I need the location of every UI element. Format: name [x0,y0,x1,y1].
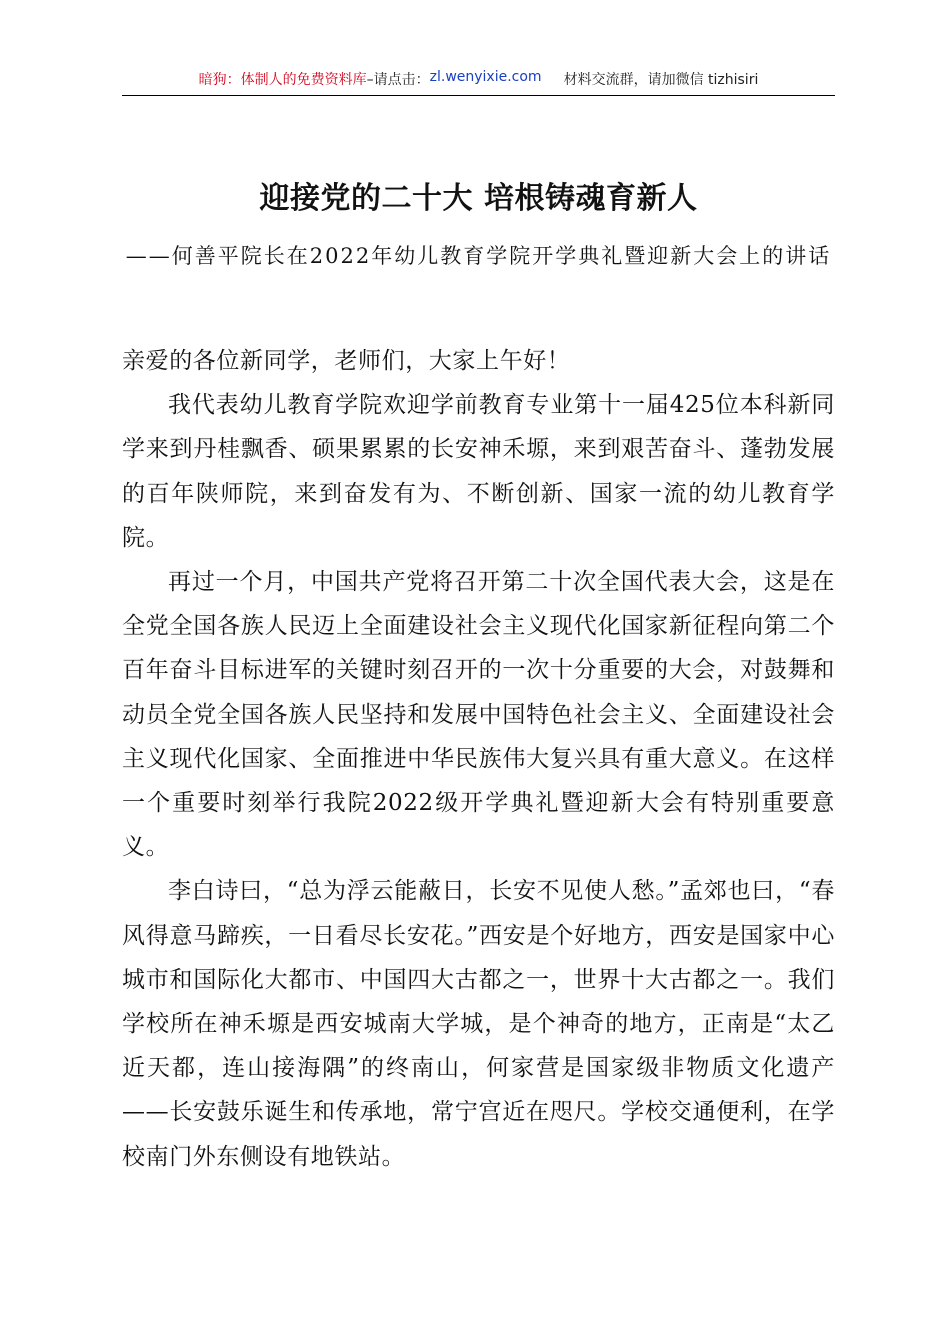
paragraph-greeting: 亲爱的各位新同学，老师们，大家上午好！ [122,348,571,374]
document-body [122,339,835,1179]
header-contact: 材料交流群，请加微信 tizhisiri [563,72,759,88]
header-prompt: –请点击： [366,72,430,88]
paragraph-xian: 李白诗曰，“总为浮云能蔽日，长安不见使人愁。”孟郊也曰，“春风得意马蹄疾，一日看尽长安花。”西安是个好地方，西安是国家中心城市和国际化大都市、中国四大古都之一，世界十大古都之一。我们学校所在神禾塬是西安城南大学城，是个神奇的地方，正南是“太乙近天都，连山接海隅”的终南山，何家营是国家级非物质文化遗产——长安鼓乐诞生和传承地，常宁宫近在咫尺。学校交通便利，在学校南门外东侧设有地铁站。 [122,878,835,1170]
paragraph-welcome: 我代表幼儿教育学院欢迎学前教育专业第十一届425位本科新同学来到丹桂飘香、硕果累累的长安神禾塬，来到艰苦奋斗、蓬勃发展的百年陕师院，来到奋发有为、不断创新、国家一流的幼儿教育学院。 [122,392,835,551]
page-header [122,69,835,96]
paragraph-congress: 再过一个月，中国共产党将召开第二十次全国代表大会，这是在全党全国各族人民迈上全面建设社会主义现代化国家新征程向第二个百年奋斗目标进军的关键时刻召开的一次十分重要的大会，对鼓舞和动员全党全国各族人民坚持和发展中国特色社会主义、全面建设社会主义现代化国家、全面推进中华民族伟大复兴具有重大意义。在这样一个重要时刻举行我院2022级开学典礼暨迎新大会有特别重要意义。 [122,569,835,861]
document-title: 迎接党的二十大 培根铸魂育新人 [259,181,698,216]
document-subtitle: ——何善平院长在2022年幼儿教育学院开学典礼暨迎新大会上的讲话 [125,244,832,268]
header-url-link[interactable]: zl.wenyixie.com [429,69,542,85]
header-brand: 暗狗：体制人的免费资料库 [198,72,367,88]
